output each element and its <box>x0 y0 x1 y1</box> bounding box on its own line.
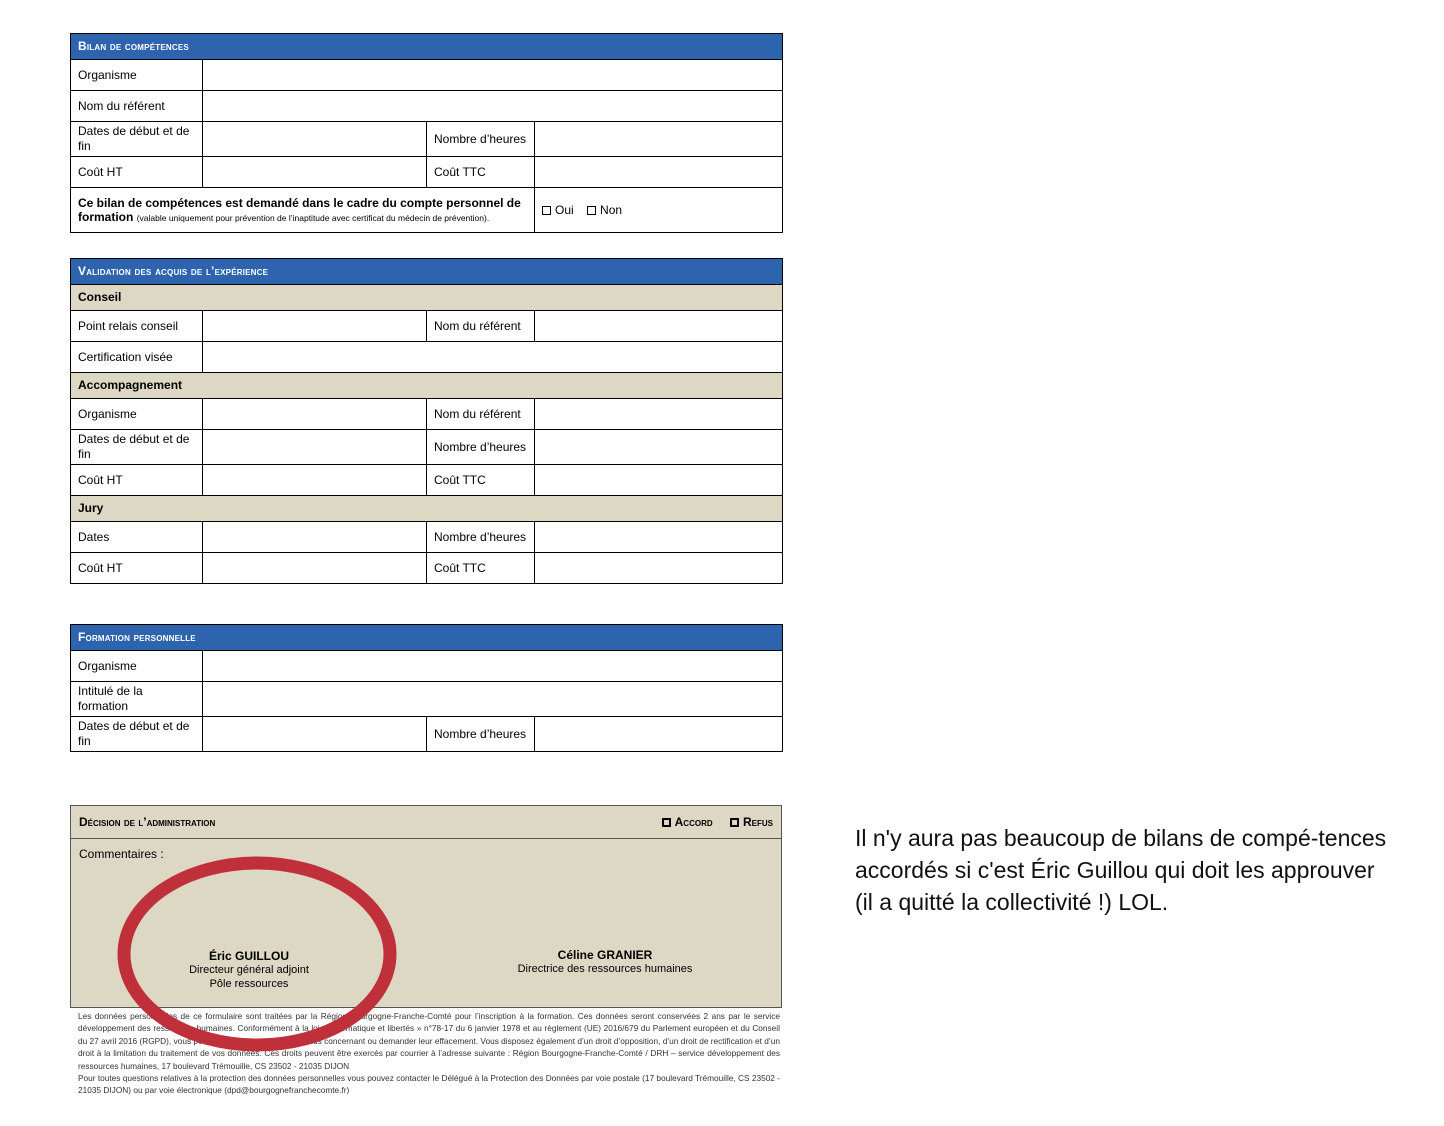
bilan-header: Bilan de compétences <box>71 34 783 60</box>
vae-jury-heures-label: Nombre d’heures <box>427 522 535 553</box>
bilan-organisme-label: Organisme <box>71 60 203 91</box>
vae-cout-ht-label: Coût HT <box>71 465 203 496</box>
oui-label: Oui <box>555 202 574 217</box>
vae-header: Validation des acquis de l’expérience <box>71 259 783 285</box>
formation-organisme-field[interactable] <box>203 651 783 682</box>
vae-organisme-field[interactable] <box>203 399 427 430</box>
annotation-comment: Il n'y aura pas beaucoup de bilans de compé-tences accordés si c'est Éric Guillou qui doit les approuver (il a quitté la collectivité !) LOL. <box>855 825 1387 915</box>
formation-dates-field[interactable] <box>203 717 427 752</box>
non-checkbox[interactable] <box>587 206 596 215</box>
vae-certification-label: Certification visée <box>71 342 203 373</box>
bilan-section <box>70 33 782 233</box>
formation-organisme-label: Organisme <box>71 651 203 682</box>
sig1-role1: Directeur général adjoint <box>189 964 309 976</box>
bilan-cpf-note: (valable uniquement pour prévention de l’inaptitude avec certificat du médecin de prévention). <box>136 212 490 223</box>
vae-certification-field[interactable] <box>203 342 783 373</box>
sig1-name: Éric GUILLOU <box>208 949 289 963</box>
vae-jury-cout-ht-field[interactable] <box>203 553 427 584</box>
vae-point-relais-label: Point relais conseil <box>71 311 203 342</box>
formation-intitule-field[interactable] <box>203 682 783 717</box>
bilan-dates-field[interactable] <box>203 122 427 157</box>
formation-heures-label: Nombre d’heures <box>427 717 535 752</box>
bilan-dates-label: Dates de début et de fin <box>71 122 203 157</box>
vae-point-relais-field[interactable] <box>203 311 427 342</box>
vae-heures-label: Nombre d’heures <box>427 430 535 465</box>
bilan-cout-ht-field[interactable] <box>203 157 427 188</box>
accord-checkbox[interactable] <box>662 818 671 827</box>
sig2-name: Céline GRANIER <box>557 948 653 962</box>
bilan-organisme-field[interactable] <box>203 60 783 91</box>
formation-header: Formation personnelle <box>71 625 783 651</box>
bilan-cpf-question: Ce bilan de compétences est demandé dans le cadre du compte personnel de formation <box>78 195 521 224</box>
vae-conseil-referent-field[interactable] <box>535 311 783 342</box>
bilan-referent-label: Nom du référent <box>71 91 203 122</box>
bilan-heures-field[interactable] <box>535 122 783 157</box>
vae-jury-dates-field[interactable] <box>203 522 427 553</box>
oui-checkbox[interactable] <box>542 206 551 215</box>
decision-options <box>648 815 773 829</box>
red-circle-annotation <box>116 855 398 1053</box>
vae-acc-referent-label: Nom du référent <box>427 399 535 430</box>
vae-section <box>70 258 782 584</box>
comments-label: Commentaires : <box>79 847 164 861</box>
bilan-cpf-question-cell <box>71 188 535 233</box>
vae-organisme-label: Organisme <box>71 399 203 430</box>
decision-title: Décision de l’administration <box>79 815 216 829</box>
formation-intitule-label: Intitulé de la formation <box>71 682 203 717</box>
vae-cout-ht-field[interactable] <box>203 465 427 496</box>
vae-jury-cout-ttc-field[interactable] <box>535 553 783 584</box>
vae-dates-label: Dates de début et de fin <box>71 430 203 465</box>
refus-checkbox[interactable] <box>730 818 739 827</box>
bilan-referent-field[interactable] <box>203 91 783 122</box>
sig1-role2: Pôle ressources <box>209 978 289 990</box>
vae-jury-cout-ht-label: Coût HT <box>71 553 203 584</box>
vae-jury-heures-field[interactable] <box>535 522 783 553</box>
non-label: Non <box>600 202 623 217</box>
refus-label: Refus <box>742 815 773 829</box>
sig2-role: Directrice des ressources humaines <box>517 963 693 975</box>
vae-accompagnement-subheader: Accompagnement <box>71 373 783 399</box>
bilan-cout-ttc-label: Coût TTC <box>427 157 535 188</box>
vae-acc-referent-field[interactable] <box>535 399 783 430</box>
accord-label: Accord <box>674 815 713 829</box>
formation-section <box>70 624 782 752</box>
vae-heures-field[interactable] <box>535 430 783 465</box>
formation-dates-label: Dates de début et de fin <box>71 717 203 752</box>
bilan-cout-ht-label: Coût HT <box>71 157 203 188</box>
bilan-heures-label: Nombre d’heures <box>427 122 535 157</box>
vae-jury-cout-ttc-label: Coût TTC <box>427 553 535 584</box>
vae-cout-ttc-label: Coût TTC <box>427 465 535 496</box>
vae-conseil-subheader: Conseil <box>71 285 783 311</box>
legal-p2: Pour toutes questions relatives à la protection des données personnelles vous pouvez contacter le Délégué à la Protection des Données par voie postale (17 boulevard Trémouille, CS 23502 - 21035 DIJON) ou par voie électronique (dpd@bourgognefranchecomte.fr) <box>78 1073 780 1096</box>
formation-heures-field[interactable] <box>535 717 783 752</box>
bilan-cout-ttc-field[interactable] <box>535 157 783 188</box>
signature-granier <box>501 948 709 976</box>
vae-jury-subheader: Jury <box>71 496 783 522</box>
vae-cout-ttc-field[interactable] <box>535 465 783 496</box>
decision-header <box>71 806 781 839</box>
bilan-cpf-options <box>535 188 783 233</box>
legal-p1: Les données personnelles de ce formulaire sont traitées par la Région Bourgogne-Franche-Comté pour l’inscription à la formation. Ces données seront conservées 2 ans par le service développement des ressources humaines. Conformément à la loi « informatique et libertés » n°78-17 du 6 janvier 1978 et au règlement (UE) 2016/679 du Parlement européen et du Conseil du 27 avril 2016 (RGPD), vous pouvez accéder aux données vous concernant ou demander leur effacement. Vous disposez également d’un droit d’opposition, d’un droit de rectification et d’un droit à la limitation du traitement de vos données. Ces droits peuvent être exercés par courrier à l’adresse suivante : Région Bourgogne-Franche-Comté / DRH – service développement des ressources humaines, 17 boulevard Trémouille, CS 23502 - 21035 DIJON <box>78 1011 780 1071</box>
vae-conseil-referent-label: Nom du référent <box>427 311 535 342</box>
vae-jury-dates-label: Dates <box>71 522 203 553</box>
vae-dates-field[interactable] <box>203 430 427 465</box>
